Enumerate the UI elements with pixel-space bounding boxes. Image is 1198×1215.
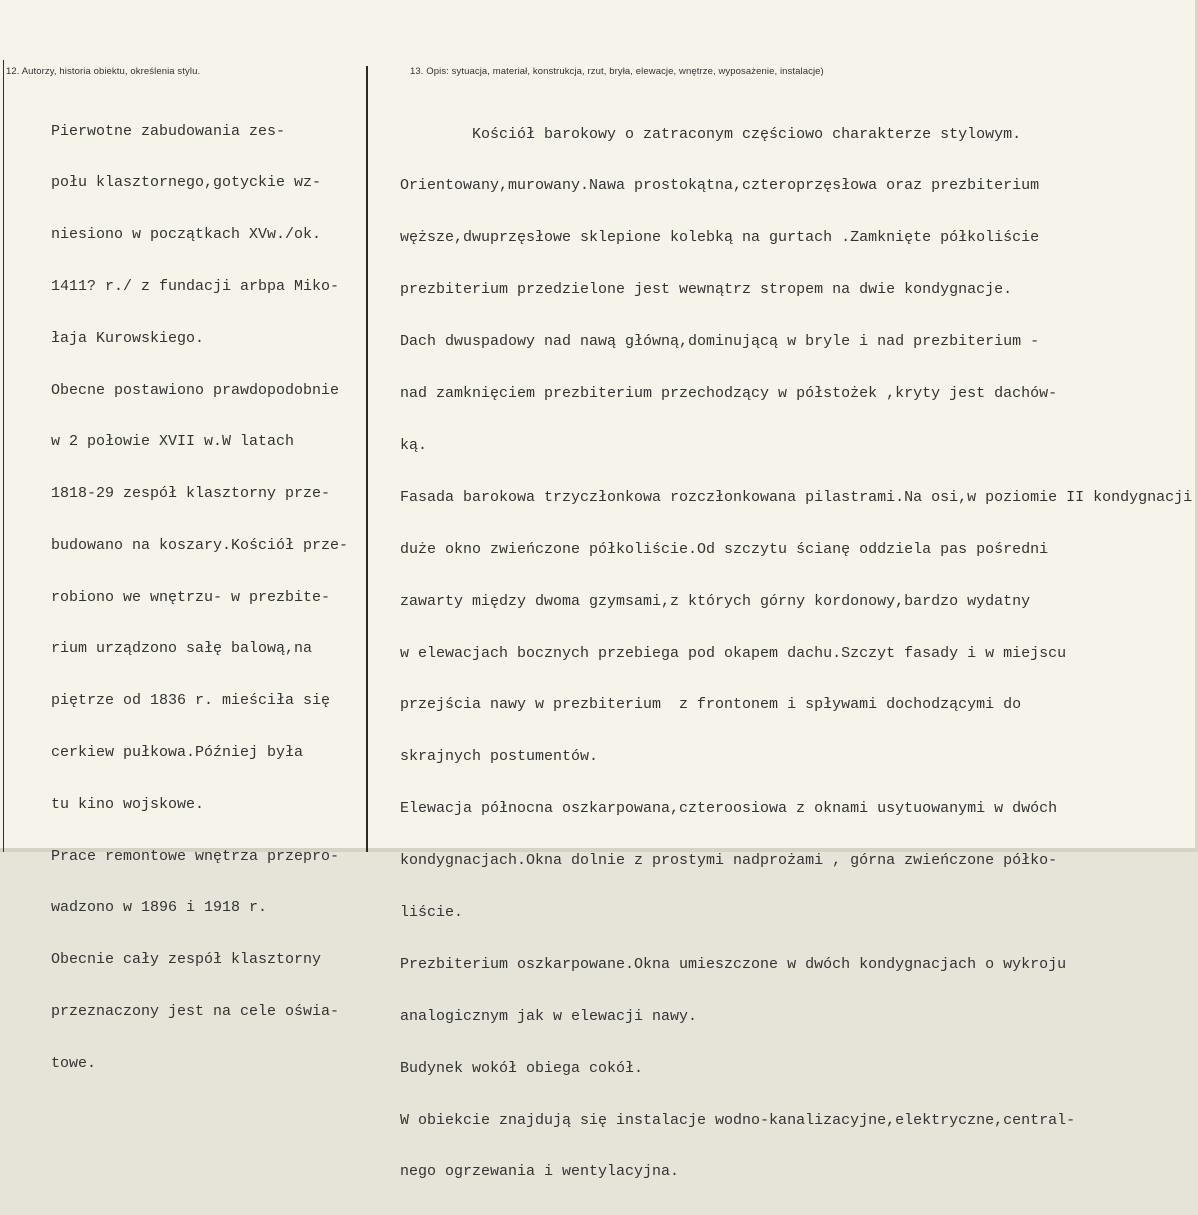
text-line: łaja Kurowskiego. [6, 329, 205, 347]
section-12-typed-text [6, 88, 364, 1106]
column-divider [366, 66, 368, 852]
text-line: niesiono w początkach XVw./ok. [6, 226, 322, 244]
text-line: rium urządzono sałę balową,na [6, 640, 313, 658]
left-margin-line [3, 60, 4, 852]
text-line: cerkiew pułkowa.Później była [6, 743, 304, 761]
text-line: połu klasztornego,gotyckie wz- [6, 174, 322, 192]
text-line: Obecnie cały zespół klasztorny [6, 951, 322, 969]
text-line: wadzono w 1896 i 1918 r. [6, 899, 268, 917]
text-line: Dach dwuspadowy nad nawą główną,dominującą w bryle i nad prezbiterium - [400, 333, 1040, 351]
text-line: tu kino wojskowe. [6, 795, 205, 813]
section-13-header: 13. Opis: sytuacja, materiał, konstrukcja, rzut, bryła, elewacje, wnętrze, wyposażenie, instalacje) [410, 66, 824, 77]
text-line: robiono we wnętrzu- w prezbite- [6, 588, 331, 606]
text-line: analogicznym jak w elewacji nawy. [400, 1007, 698, 1025]
text-line: duże okno zwieńczone półkoliście.Od szczytu ścianę oddziela pas pośredni [400, 540, 1049, 558]
text-line: skrajnych postumentów. [400, 748, 599, 766]
text-line: budowano na koszary.Kościół prze- [6, 536, 349, 554]
text-line: liście. [400, 903, 464, 921]
text-line: Obecne postawiono prawdopodobnie [6, 381, 340, 399]
text-line: Fasada barokowa trzyczłonkowa rozczłonkowana pilastrami.Na osi,w poziomie II kondygnacji [400, 488, 1193, 506]
text-line: Budynek wokół obiega cokół. [400, 1059, 644, 1077]
text-line: towe. [6, 1054, 97, 1072]
text-line: piętrze od 1836 r. mieściła się [6, 692, 331, 710]
text-line: Pierwotne zabudowania zes- [6, 122, 286, 140]
text-line: przeznaczony jest na cele oświa- [6, 1002, 340, 1020]
text-line: nad zamknięciem prezbiterium przechodzący w półstożek ,kryty jest dachów- [400, 385, 1058, 403]
text-line: węższe,dwuprzęsłowe sklepione kolebką na gurtach .Zamknięte półkoliście [400, 229, 1040, 247]
text-line: 1818-29 zespół klasztorny prze- [6, 485, 331, 503]
text-line: przejścia nawy w prezbiterium z frontonem i spływami dochodzącymi do [400, 696, 1022, 714]
text-line: 1411? r./ z fundacji arbpa Miko- [6, 277, 340, 295]
text-line: ką. [400, 436, 428, 454]
text-line: Prace remontowe wnętrza przepro- [6, 847, 340, 865]
section-13-typed-text [400, 91, 1193, 1215]
section-12-header: 12. Autorzy, historia obiektu, określenia stylu. [6, 66, 201, 77]
text-line: Orientowany,murowany.Nawa prostokątna,czteroprzęsłowa oraz prezbiterium [400, 177, 1040, 195]
text-line: Elewacja północna oszkarpowana,czteroosiowa z oknami usytuowanymi w dwóch [400, 800, 1058, 818]
text-line: kondygnacjach.Okna dolnie z prostymi nadprożami , górna zwieńczone półko- [400, 852, 1058, 870]
text-line: Prezbiterium oszkarpowane.Okna umieszczone w dwóch kondygnacjach o wykroju [400, 955, 1067, 973]
text-line: W obiekcie znajdują się instalacje wodno-kanalizacyjne,elektryczne,central- [400, 1111, 1076, 1129]
text-line: w 2 połowie XVII w.W latach [6, 433, 295, 451]
text-line: zawarty między dwoma gzymsami,z których górny kordonowy,bardzo wydatny [400, 592, 1031, 610]
text-line: Kościół barokowy o zatraconym częściowo charakterze stylowym. [400, 125, 1022, 143]
text-line: nego ogrzewania i wentylacyjna. [400, 1163, 680, 1181]
text-line: w elewacjach bocznych przebiega pod okapem dachu.Szczyt fasady i w miejscu [400, 644, 1067, 662]
text-line: prezbiterium przedzielone jest wewnątrz stropem na dwie kondygnacje. [400, 281, 1013, 299]
